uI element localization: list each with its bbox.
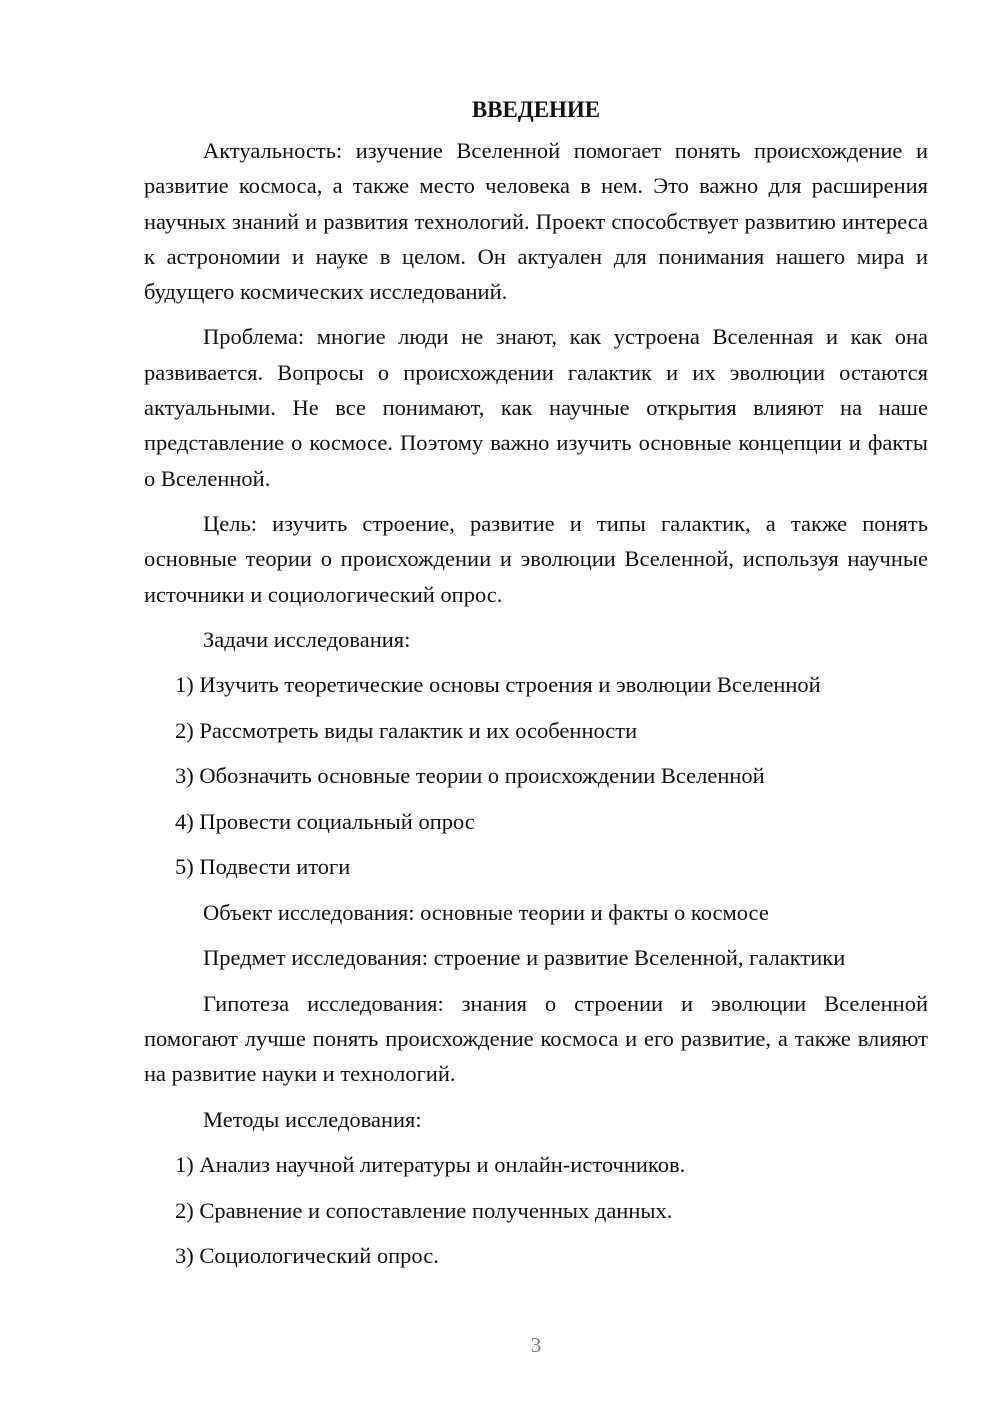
relevance-paragraph: Актуальность: изучение Вселенной помогает понять происхождение и развитие космоса, а также место человека в нем. Это важно для расширения научных знаний и развития технологий. Проект способствует развитию интереса к астрономии и науке в целом. Он актуален для понимания нашего мира и будущего космических исследований.: [144, 138, 928, 305]
task-item-2: 2) Рассмотреть виды галактик и их особенности: [175, 717, 638, 743]
research-object: Объект исследования: основные теории и факты о космосе: [203, 899, 769, 925]
task-item-4: 4) Провести социальный опрос: [175, 808, 475, 834]
document-page: [144, 92, 928, 1284]
goal-paragraph: Цель: изучить строение, развитие и типы галактик, а также понять основные теории о происхождении и эволюции Вселенной, используя научные источники и социологический опрос.: [144, 510, 928, 607]
task-item-3: 3) Обозначить основные теории о происхождении Вселенной: [175, 763, 765, 789]
methods-label: Методы исследования:: [203, 1106, 422, 1132]
method-item-1: 1) Анализ научной литературы и онлайн-источников.: [175, 1152, 686, 1178]
page-number: 3: [530, 1333, 542, 1357]
task-item-5: 5) Подвести итоги: [175, 854, 351, 880]
hypothesis-paragraph: Гипотеза исследования: знания о строении и эволюции Вселенной помогают лучше понять происхождение космоса и его развитие, а также влияют на развитие науки и технологий.: [144, 990, 928, 1087]
problem-paragraph: Проблема: многие люди не знают, как устроена Вселенная и как она развивается. Вопросы о происхождении галактик и их эволюции остаются актуальными. Не все понимают, как научные открытия влияют на наше представление о космосе. Поэтому важно изучить основные концепции и факты о Вселенной.: [144, 324, 928, 491]
task-item-1: 1) Изучить теоретические основы строения и эволюции Вселенной: [175, 672, 821, 698]
research-subject: Предмет исследования: строение и развитие Вселенной, галактики: [203, 945, 846, 971]
tasks-label: Задачи исследования:: [203, 626, 411, 652]
method-item-3: 3) Социологический опрос.: [175, 1243, 439, 1269]
section-title: ВВЕДЕНИЕ: [471, 97, 601, 122]
method-item-2: 2) Сравнение и сопоставление полученных данных.: [175, 1197, 673, 1223]
